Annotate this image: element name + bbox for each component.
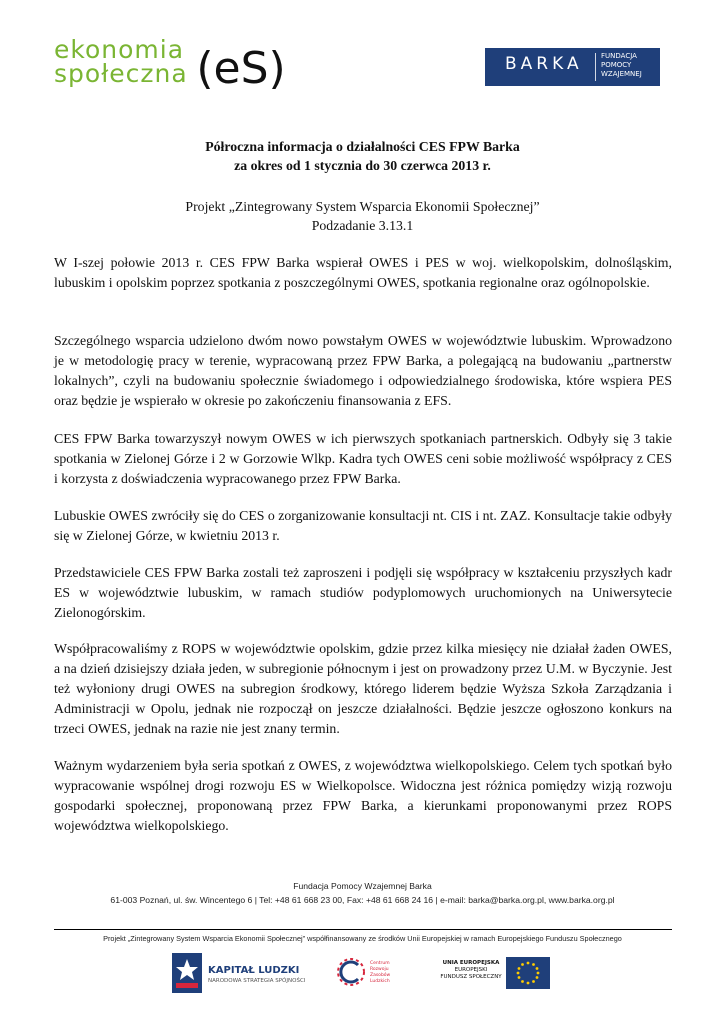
paragraph-6: Współpracowaliśmy z ROPS w województwie opolskim, gdzie przez kilka miesięcy nie działał żaden OWES, a na dzień dzisiejszy działa jeden, w subregionie północnym i jest on prowadzony przez U.M. w Byczynie. Jest też wyłoniony drugi OWES na subregion środkowy, którego liderem będzie Wyższa Szkoła Zarządzania i Administracji w Opolu, jednak nie rozpoczął on jeszcze działalności. Będzie jeszcze ogłoszono konkurs na trzeci OWES, jednak na razie nie jest znany termin. [54,641,672,736]
project-subtask: Podzadanie 3.13.1 [311,218,414,233]
eu-logo [438,955,550,991]
eu-label [438,960,504,981]
crzl-label: Centrum Rozwoju Zasobów Ludzkich [370,961,391,984]
paragraph-7: Ważnym wydarzeniem była seria spotkań z OWES, z województwa wielkopolskiego. Celem tych spotkań było wypracowanie wspólnej drogi rozwoju ES w Wielkopolsce. Widoczna jest różnica pomiędzy wizją rozwoju gospodarki społecznej, proponowaną przez FPW Barka, a kierunkami proponowanymi przez ROPS województwa wielkopolskiego. [54,758,672,833]
barka-sub-line1: FUNDACJA [601,52,637,60]
paragraph-2: Szczególnego wsparcia udzielono dwóm nowo powstałym OWES w województwie lubuskim. Wprowadzono je w metodologię pracy w terenie, wypracowaną przez FPW Barka, a polegającą na budowaniu „partnerstw lokalnych”, czyli na budowaniu społecznie świadomego i odpowiedzialnego środowiska, które wspiera PES oraz będzie je wspierało w okresie po zakończeniu finansowania z EFS. [54,333,672,408]
eu-line2: EUROPEJSKI [454,967,488,973]
es-logo-mark [196,38,286,94]
es-logo-line1: ekonomia [54,35,185,64]
footer-org-name: Fundacja Pomocy Wzajemnej Barka [293,881,432,891]
paragraph-3: CES FPW Barka towarzyszył nowym OWES w ich pierwszych spotkaniach partnerskich. Odbyły się 3 takie spotkania w Zielonej Górze i 2 w Gorzowie Wlkp. Kadra tych OWES ceni sobie możliwość współpracy z CES i korzysta z doświadczenia wypracowanego przez FPW Barka. [54,431,672,486]
project-name: Projekt „Zintegrowany System Wsparcia Ekonomii Społecznej” [185,199,540,214]
barka-sub-line2: POMOCY [601,61,632,69]
barka-sub-line3: WZAJEMNEJ [601,70,642,78]
barka-divider [595,53,596,81]
eu-line1: UNIA EUROPEJSKA [442,960,500,966]
paragraph-5: Przedstawiciele CES FPW Barka zostali też zaproszeni i podjęli się współpracy w kształceniu przyszłych kadr ES w województwie lubuskim, w ramach studiów podyplomowych uruchomionych na Uniwersytecie Zielonogórskim. [54,565,672,620]
eu-line3: FUNDUSZ SPOŁECZNY [440,974,502,980]
kapital-ludzki-title: KAPITAŁ LUDZKI [208,965,300,976]
kapital-ludzki-logo [172,953,312,993]
document-title-line1: Półroczna informacja o działalności CES FPW Barka [205,139,520,154]
barka-logo [485,48,660,86]
paragraph-4: Lubuskie OWES zwróciły się do CES o zorganizowanie konsultacji nt. CIS i nt. ZAZ. Konsultacje takie odbyły się w Zielonej Górze, w kwietniu 2013 r. [54,508,672,543]
footer-contact: 61-003 Poznań, ul. św. Wincentego 6 | Tel: +48 61 668 23 00, Fax: +48 61 668 24 16 | e-mail: barka@barka.org.pl, www.barka.org.pl [110,895,615,905]
document-title-line2: za okres od 1 stycznia do 30 czerwca 2013 r. [234,158,491,173]
barka-subtitle [601,52,642,79]
eu-flag-icon [506,957,550,989]
paragraph-1: W I-szej połowie 2013 r. CES FPW Barka wspierał OWES i PES w woj. wielkopolskim, dolnośląskim, lubuskim i opolskim poprzez spotkania z poszczególnymi OWES, spotkania regionalne oraz ogólnopolskie. [54,255,672,290]
footer-project-note: Projekt „Zintegrowany System Wsparcia Ekonomii Społecznej” współfinansowany ze środków Unii Europejskiej w ramach Europejskiego Funduszu Społecznego [103,934,622,943]
footer-divider [54,929,672,930]
crzl-stars-icon [334,955,368,989]
es-logo-line2: społeczna [54,59,188,88]
kapital-ludzki-subtitle: NARODOWA STRATEGIA SPÓJNOŚCI [208,978,306,984]
es-logo-mark-text: (eS) [196,43,286,94]
crzl-logo [334,955,404,995]
es-logo-text [54,35,188,88]
kapital-ludzki-emblem-icon [172,953,202,993]
barka-name: BARKA [505,54,583,74]
